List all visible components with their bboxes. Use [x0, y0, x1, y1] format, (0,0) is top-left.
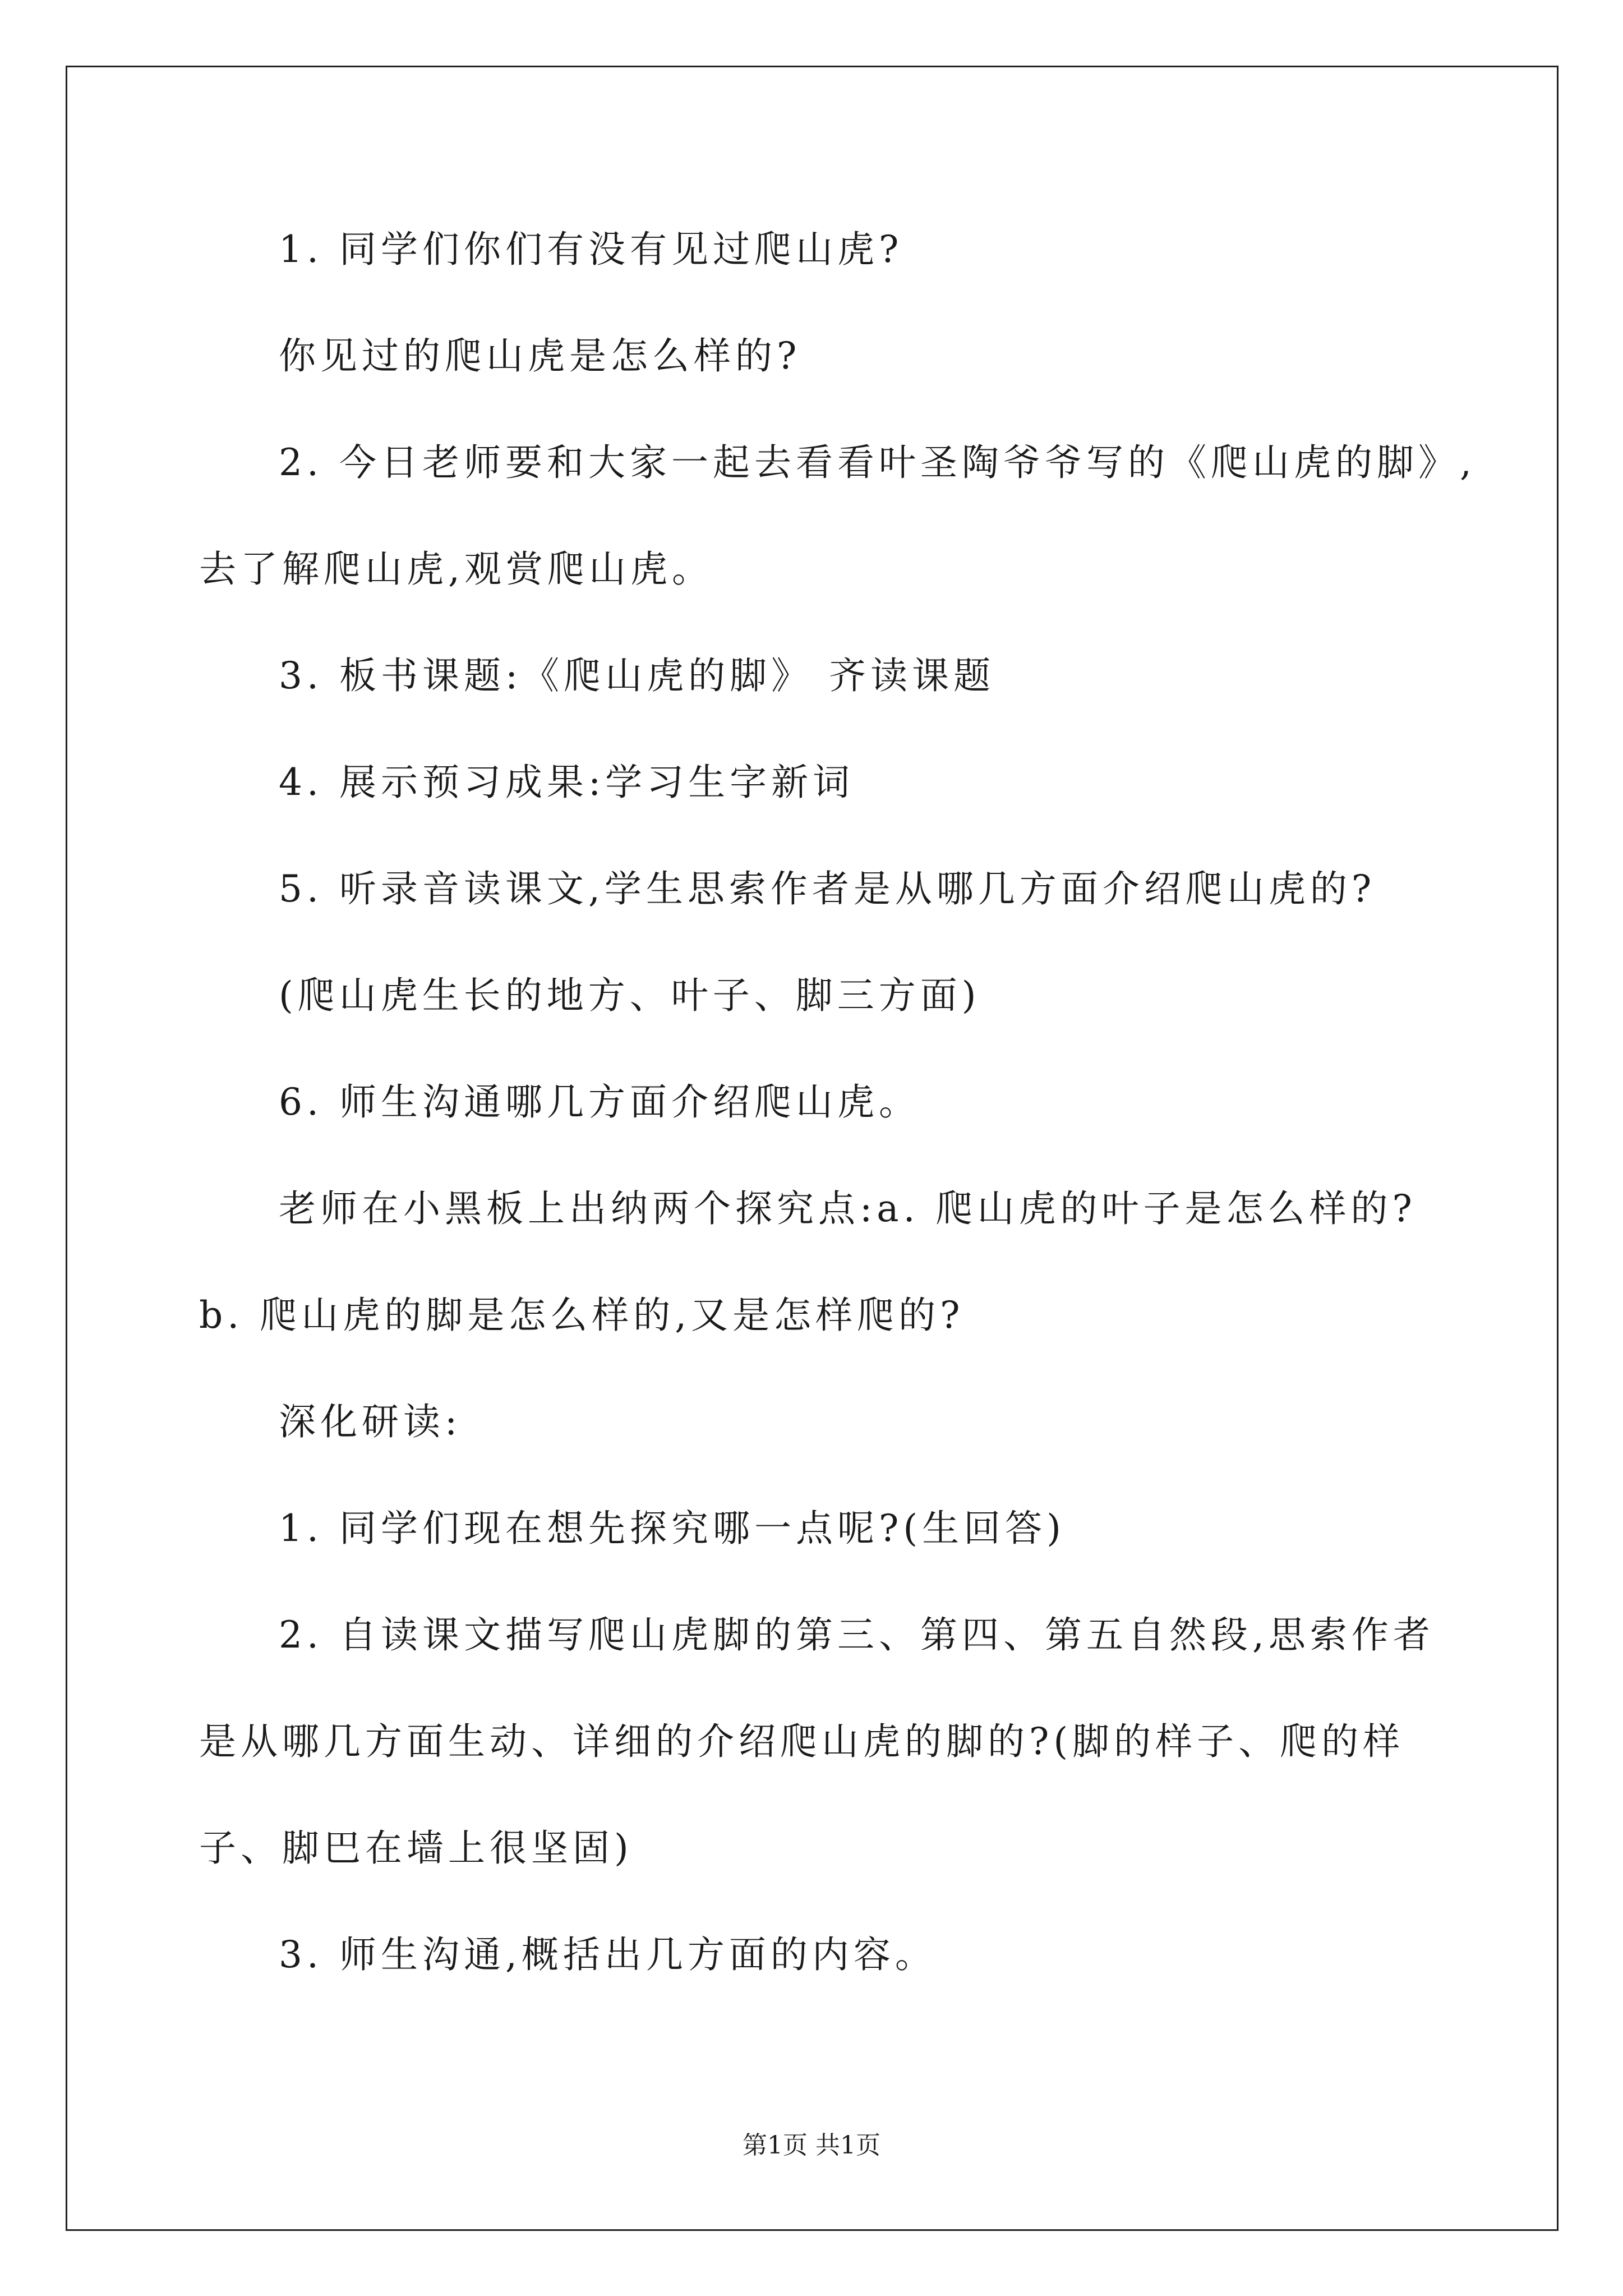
text-line-1: 1. 同学们你们有没有见过爬山虎? — [279, 228, 903, 271]
text-line-3: 2. 今日老师要和大家一起去看看叶圣陶爷爷写的《爬山虎的脚》, — [279, 441, 1476, 484]
text-line-17: 3. 师生沟通,概括出几方面的内容。 — [279, 1933, 937, 1976]
text-line-8: (爬山虎生长的地方、叶子、脚三方面) — [279, 974, 981, 1017]
text-line-2: 你见过的爬山虎是怎么样的? — [279, 334, 801, 378]
text-line-9: 6. 师生沟通哪几方面介绍爬山虎。 — [279, 1080, 920, 1124]
text-line-12: 深化研读: — [279, 1400, 462, 1443]
text-line-5: 3. 板书课题:《爬山虎的脚》 齐读课题 — [279, 654, 995, 697]
text-line-14: 2. 自读课文描写爬山虎脚的第三、第四、第五自然段,思索作者 — [279, 1613, 1435, 1657]
text-line-11: b. 爬山虎的脚是怎么样的,又是怎样爬的? — [199, 1294, 965, 1337]
text-line-4: 去了解爬山虎,观赏爬山虎。 — [199, 547, 713, 591]
page-border — [66, 66, 1559, 2231]
text-line-16: 子、脚巴在墙上很坚固) — [199, 1826, 633, 1870]
page-number-footer: 第1页 共1页 — [743, 2131, 880, 2160]
text-line-13: 1. 同学们现在想先探究哪一点呢?(生回答) — [279, 1507, 1066, 1550]
text-line-10: 老师在小黑板上出纳两个探究点:a. 爬山虎的叶子是怎么样的? — [279, 1187, 1417, 1230]
text-line-6: 4. 展示预习成果:学习生字新词 — [279, 761, 855, 804]
text-line-15: 是从哪几方面生动、详细的介绍爬山虎的脚的?(脚的样子、爬的样 — [199, 1720, 1405, 1763]
text-line-7: 5. 听录音读课文,学生思索作者是从哪几方面介绍爬山虎的? — [279, 867, 1376, 910]
